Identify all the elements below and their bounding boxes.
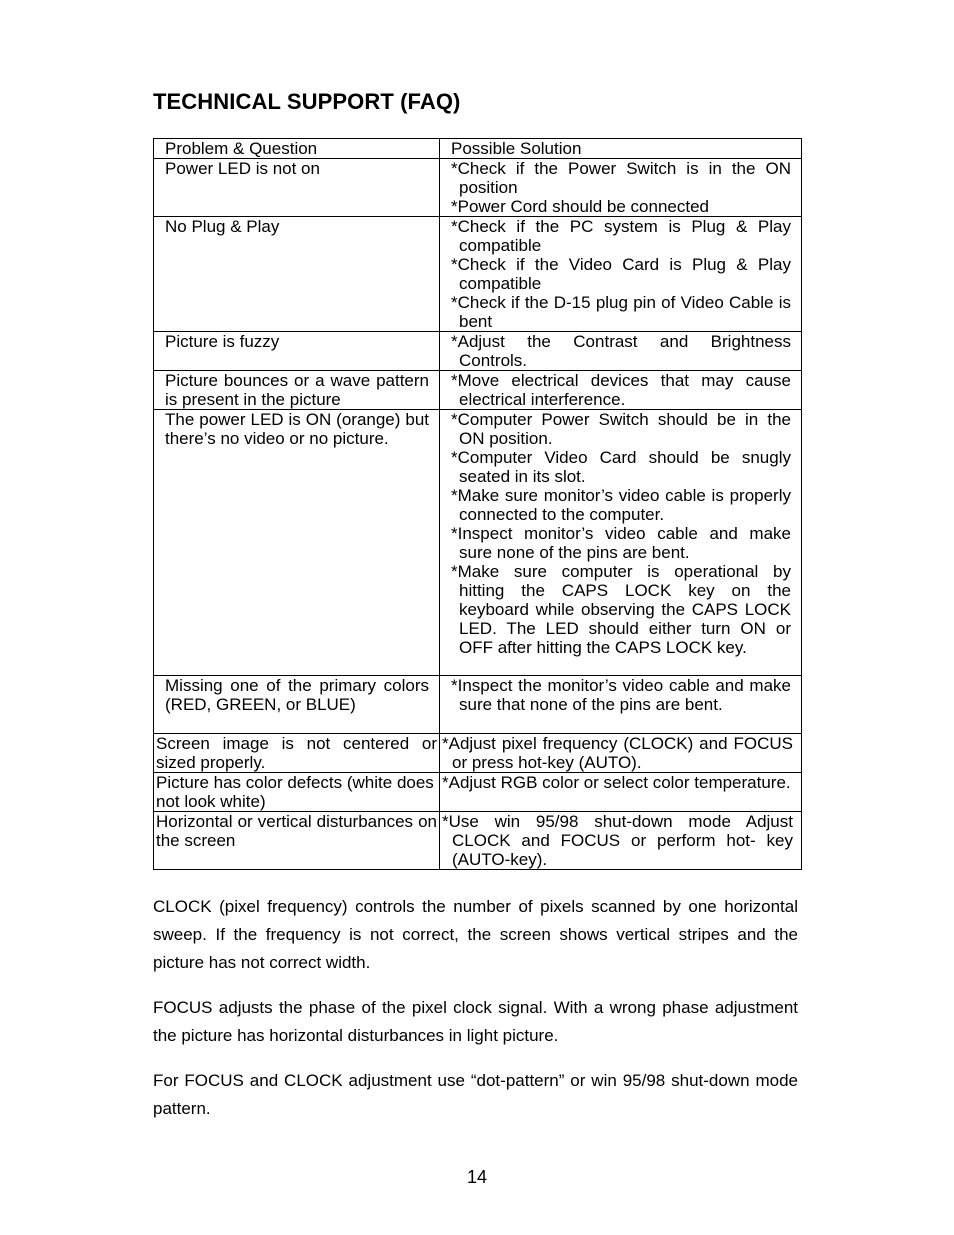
solution-item: *Check if the Power Switch is in the ON position	[451, 159, 791, 197]
solution-item: *Inspect monitor’s video cable and make sure none of the pins are bent.	[451, 524, 791, 562]
table-row	[154, 812, 802, 870]
table-row	[154, 773, 802, 812]
table-header-row	[154, 139, 802, 159]
table-row	[154, 159, 802, 217]
page-number: 14	[466, 1167, 488, 1187]
solution-cell	[440, 676, 802, 734]
problem-cell: Horizontal or vertical disturbances on the screen	[154, 812, 440, 870]
clock-paragraph: CLOCK (pixel frequency) controls the number of pixels scanned by one horizontal sweep. If the frequency is not correct, the screen shows vertical stripes and the picture has not correct width.	[153, 897, 798, 972]
adjustment-paragraph: For FOCUS and CLOCK adjustment use “dot-pattern” or win 95/98 shut-down mode pattern.	[153, 1071, 798, 1118]
page-title: TECHNICAL SUPPORT (FAQ)	[153, 89, 461, 114]
solution-item: *Computer Video Card should be snugly seated in its slot.	[451, 448, 791, 486]
solution-cell	[440, 159, 802, 217]
solution-item: *Use win 95/98 shut-down mode Adjust CLOCK and FOCUS or perform hot- key (AUTO-key).	[442, 812, 793, 869]
problem-cell: Screen image is not centered or sized properly.	[154, 734, 440, 773]
solution-item: *Check if the Video Card is Plug & Play compatible	[451, 255, 791, 293]
solution-cell	[440, 217, 802, 332]
table-row	[154, 332, 802, 371]
solution-item: *Adjust RGB color or select color temperature.	[442, 773, 791, 792]
table-row	[154, 676, 802, 734]
problem-cell: Missing one of the primary colors (RED, GREEN, or BLUE)	[154, 676, 440, 734]
problem-cell: The power LED is ON (orange) but there’s no video or no picture.	[154, 410, 440, 676]
solution-cell	[440, 371, 802, 410]
solution-cell	[440, 410, 802, 676]
solution-item: *Check if the D-15 plug pin of Video Cable is bent	[451, 293, 791, 331]
header-solution: Possible Solution	[440, 139, 802, 159]
solution-item: *Computer Power Switch should be in the ON position.	[451, 410, 791, 448]
problem-cell: Picture has color defects (white does not look white)	[154, 773, 440, 812]
solution-cell	[440, 734, 802, 773]
solution-item: *Power Cord should be connected	[451, 197, 709, 216]
table-row	[154, 410, 802, 676]
solution-item: *Move electrical devices that may cause electrical interference.	[451, 371, 791, 409]
solution-cell	[440, 812, 802, 870]
focus-paragraph: FOCUS adjusts the phase of the pixel clock signal. With a wrong phase adjustment the picture has horizontal disturbances in light picture.	[153, 998, 798, 1045]
table-row	[154, 371, 802, 410]
faq-table	[153, 138, 802, 870]
header-problem: Problem & Question	[154, 139, 440, 159]
solution-cell	[440, 332, 802, 371]
solution-item: *Inspect the monitor’s video cable and make sure that none of the pins are bent.	[451, 676, 791, 714]
table-row	[154, 217, 802, 332]
problem-cell: Power LED is not on	[154, 159, 440, 217]
problem-cell: Picture is fuzzy	[154, 332, 440, 371]
table-row	[154, 734, 802, 773]
problem-cell: Picture bounces or a wave pattern is present in the picture	[154, 371, 440, 410]
solution-item: *Make sure monitor’s video cable is properly connected to the computer.	[451, 486, 791, 524]
solution-item: *Adjust the Contrast and Brightness Controls.	[451, 332, 791, 370]
solution-cell	[440, 773, 802, 812]
solution-item: *Adjust pixel frequency (CLOCK) and FOCUS or press hot-key (AUTO).	[442, 734, 793, 772]
problem-cell: No Plug & Play	[154, 217, 440, 332]
solution-item: *Check if the PC system is Plug & Play compatible	[451, 217, 791, 255]
solution-item: *Make sure computer is operational by hitting the CAPS LOCK key on the keyboard while observing the CAPS LOCK LED. The LED should either turn ON or OFF after hitting the CAPS LOCK key.	[451, 562, 791, 657]
